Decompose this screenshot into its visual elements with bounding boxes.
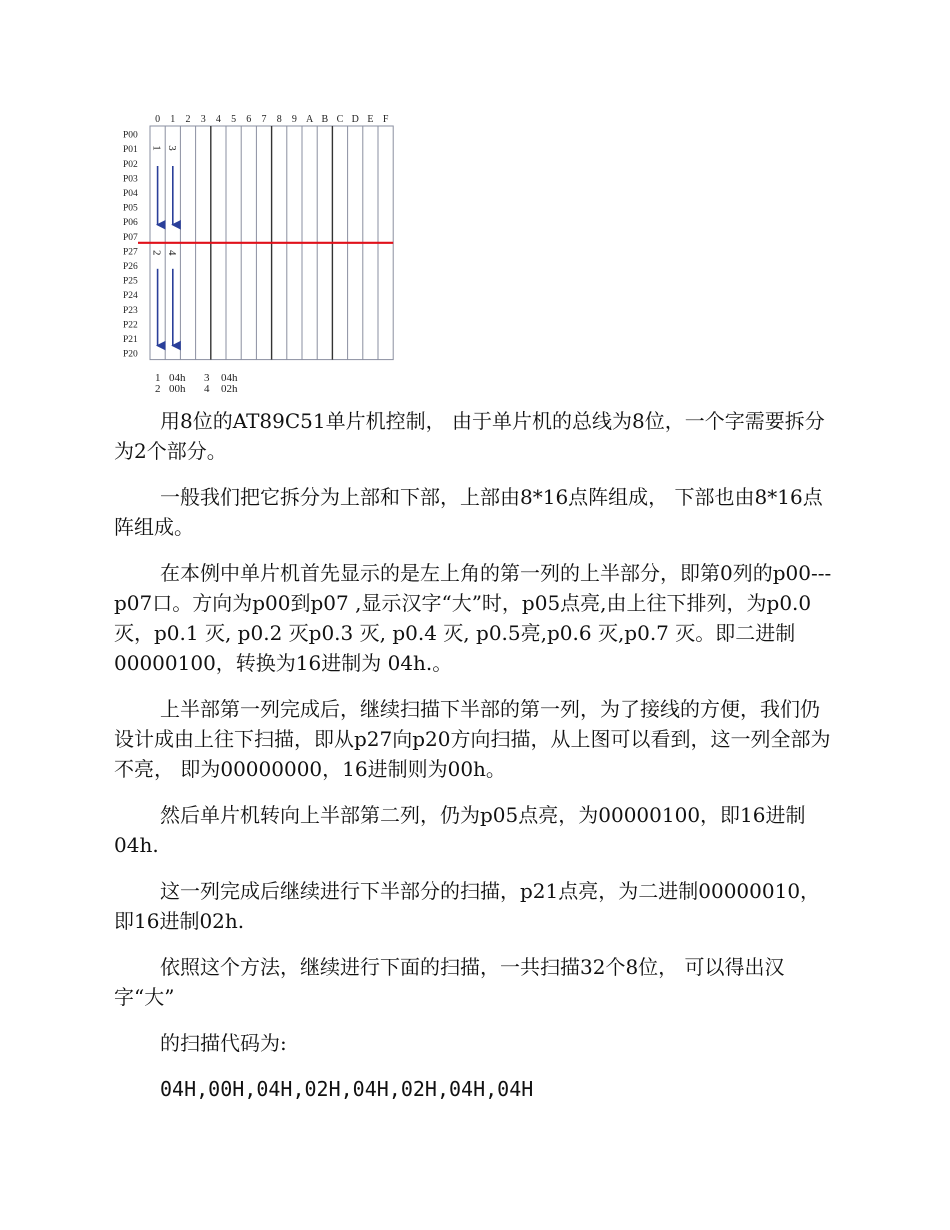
paragraph-8: 的扫描代码为:	[160, 1031, 287, 1055]
led-matrix-figure	[114, 110, 424, 400]
footer-num-2: 2	[155, 383, 161, 395]
paragraph-1: 用8位的AT89C51单片机控制， 由于单片机的总线为8位，一个字需要拆分为2个部分。	[114, 409, 825, 463]
column-header-1: 1	[170, 114, 176, 125]
row-label-p27: P27	[123, 247, 138, 258]
column-header-2: 2	[185, 114, 191, 125]
column-header-B: B	[321, 114, 329, 125]
row-label-p23: P23	[123, 305, 138, 316]
footer-num-4: 4	[204, 383, 210, 395]
row-label-p25: P25	[123, 276, 138, 287]
arrow-label-2: 2	[150, 250, 163, 256]
column-header-5: 5	[231, 114, 237, 125]
arrow-label-1: 1	[150, 145, 163, 151]
column-header-E: E	[367, 114, 374, 125]
row-label-p02: P02	[123, 159, 138, 170]
paragraph-2: 一般我们把它拆分为上部和下部，上部由8*16点阵组成， 下部也由8*16点阵组成。	[114, 485, 823, 539]
row-label-p26: P26	[123, 262, 138, 272]
article-body	[114, 406, 836, 1120]
paragraph-4: 上半部第一列完成后，继续扫描下半部的第一列，为了接线的方便，我们仍设计成由上往下扫描，即从p27向p20方向扫描，从上图可以看到，这一列全部为不亮， 即为00000000，16进制则为00h。	[114, 697, 831, 781]
footer-val-1: 04h	[169, 372, 186, 384]
row-label-p03: P03	[123, 174, 138, 185]
arrow-label-3: 3	[165, 145, 178, 151]
row-label-p06: P06	[123, 218, 138, 229]
column-header-A: A	[305, 114, 314, 125]
column-header-9: 9	[291, 114, 297, 125]
led-matrix-svg	[114, 110, 424, 400]
paragraph-5: 然后单片机转向上半部第二列，仍为p05点亮，为00000100，即16进制04h.	[114, 803, 806, 857]
column-header-D: D	[351, 114, 359, 125]
row-label-p07: P07	[123, 232, 138, 243]
paragraph-6: 这一列完成后继续进行下半部分的扫描，p21点亮，为二进制00000010，即16进制02h.	[114, 879, 821, 933]
row-label-p21: P21	[123, 335, 138, 345]
column-header-3: 3	[200, 114, 206, 125]
row-label-p20: P20	[123, 349, 138, 360]
paragraph-3: 在本例中单片机首先显示的是左上角的第一列的上半部分，即第0列的p00---p07口。方向为p00到p07 ,显示汉字“大”时，p05点亮,由上往下排列，为p0.0 灭，p0.1 灭, p0.2 灭p0.3 灭, p0.4 灭, p0.5亮,p0.6 灭,p0.7 灭。即二进制00000100，转换为16进制为 04h.。	[114, 561, 832, 675]
column-header-C: C	[336, 114, 344, 125]
column-header-0: 0	[155, 114, 161, 125]
column-header-6: 6	[246, 114, 252, 125]
row-label-p24: P24	[123, 291, 138, 302]
row-label-p01: P01	[123, 145, 138, 156]
column-header-8: 8	[276, 114, 282, 125]
footer-val-4: 02h	[221, 383, 238, 395]
row-label-p22: P22	[123, 320, 138, 331]
row-label-p05: P05	[123, 203, 138, 214]
arrow-label-4: 4	[165, 250, 178, 256]
scan-code: 04H,00H,04H,02H,04H,02H,04H,04H	[160, 1077, 534, 1101]
footer-val-3: 04h	[221, 372, 238, 384]
footer-num-3: 3	[204, 372, 210, 384]
row-label-p04: P04	[123, 189, 138, 199]
footer-num-1: 1	[155, 372, 161, 384]
row-label-p00: P00	[123, 130, 138, 141]
footer-val-2: 00h	[169, 383, 186, 395]
column-header-7: 7	[261, 114, 267, 125]
column-header-4: 4	[215, 114, 221, 125]
column-header-F: F	[382, 114, 389, 125]
paragraph-7: 依照这个方法，继续进行下面的扫描，一共扫描32个8位， 可以得出汉字“大”	[114, 955, 785, 1009]
